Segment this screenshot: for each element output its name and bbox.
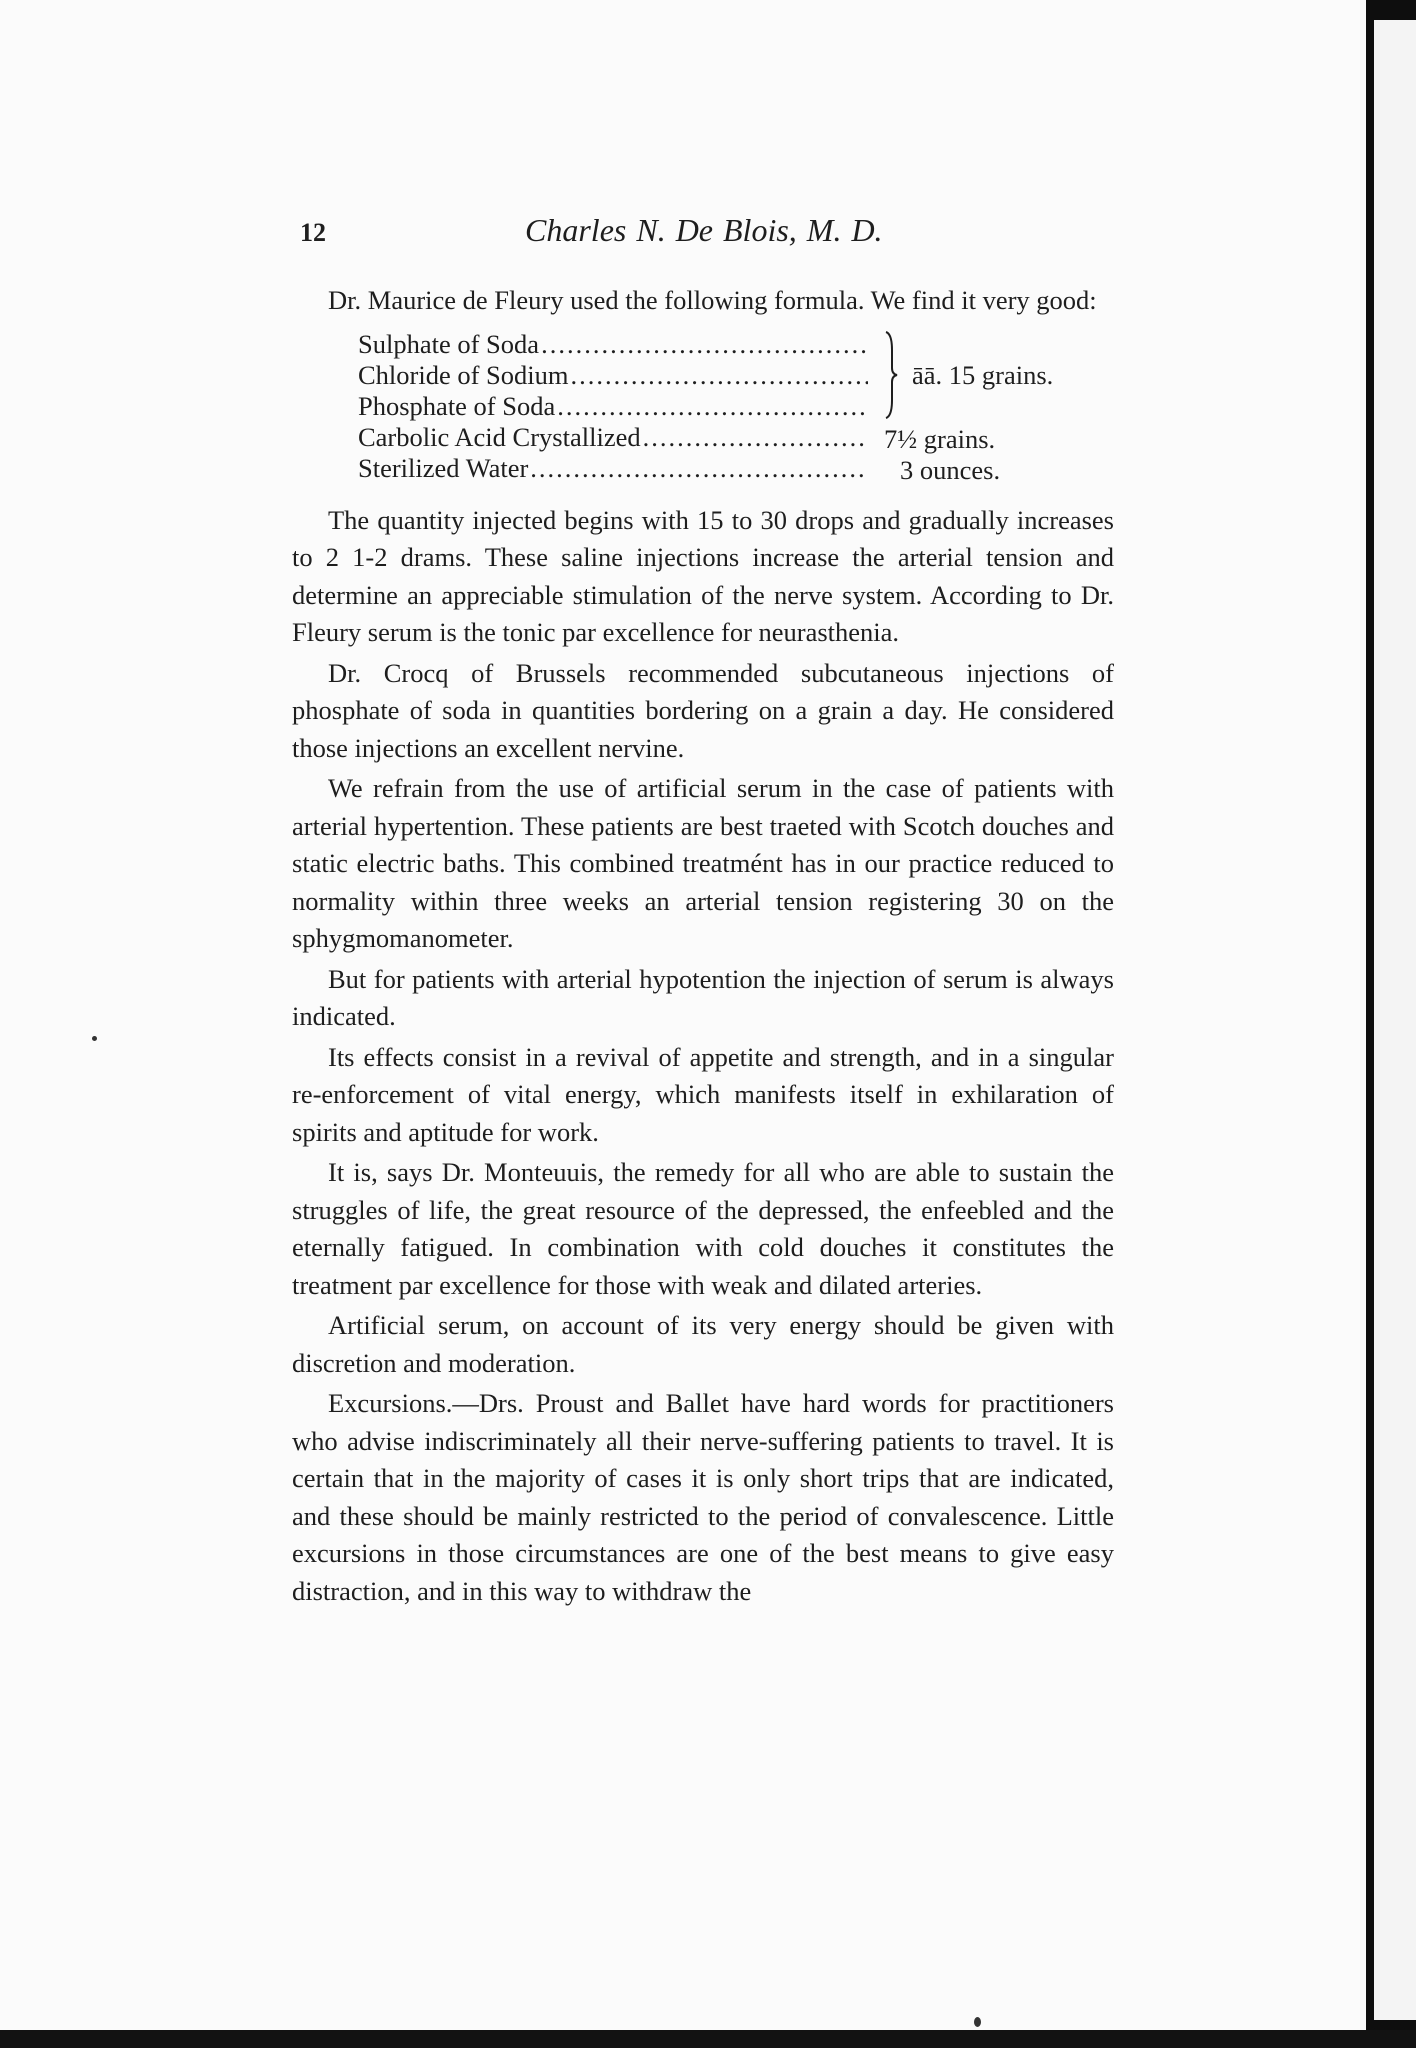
body-paragraph: It is, says Dr. Monteuuis, the remedy for all who are able to sustain the struggles of life, the great resource of the depressed, the enfeebled and the eternally fatigued. In combination with cold douches it constitutes the treatment par excellence for those with weak and dilated arteries. bbox=[292, 1157, 1114, 1300]
next-page-edge bbox=[1374, 20, 1416, 2020]
intro-paragraph: Dr. Maurice de Fleury used the following formula. We find it very good: bbox=[328, 285, 1097, 315]
leader-dots bbox=[541, 328, 868, 360]
leader-dots bbox=[557, 390, 868, 422]
body-paragraph: But for patients with arterial hypotention the injection of serum is always indicated. bbox=[292, 963, 1114, 1031]
dust-speck bbox=[974, 2017, 981, 2027]
formula-row bbox=[358, 359, 868, 391]
page-body bbox=[292, 282, 1114, 1613]
body-paragraph: We refrain from the use of artificial serum in the case of patients with arterial hypertention. These patients are best traeted with Scotch douches and static electric baths. This combined treatmént has in our practice reduced to normality within three weeks an arterial tension registering 30 on the sphygmomanometer. bbox=[292, 773, 1114, 953]
running-head: Charles N. De Blois, M. D. bbox=[525, 212, 883, 248]
formula-row bbox=[358, 328, 868, 360]
formula-ingredient: Chloride of Sodium bbox=[358, 359, 569, 390]
water-quantity: 3 ounces. bbox=[900, 454, 1001, 485]
formula-ingredient: Sulphate of Soda bbox=[358, 328, 540, 359]
formula-row bbox=[358, 421, 868, 453]
page-number: 12 bbox=[300, 218, 326, 247]
leader-dots bbox=[643, 421, 868, 453]
formula-row bbox=[358, 452, 868, 484]
body-paragraph: Its effects consist in a revival of appetite and strength, and in a singular re-enforcement of vital energy, which manifests itself in exhilaration of spirits and aptitude for work. bbox=[292, 1041, 1114, 1147]
dust-speck bbox=[92, 1036, 97, 1041]
bracket-quantity: āā. 15 grains. bbox=[912, 359, 1054, 390]
page-header bbox=[300, 212, 1120, 262]
leader-dots bbox=[530, 452, 868, 484]
formula-ingredient: Sterilized Water bbox=[358, 452, 529, 483]
body-paragraph: Artificial serum, on account of its very energy should be given with discretion and moderation. bbox=[292, 1310, 1114, 1378]
formula-ingredient: Carbolic Acid Crystallized bbox=[358, 421, 641, 452]
curly-brace bbox=[884, 330, 898, 420]
formula-row bbox=[358, 390, 868, 422]
formula-table bbox=[292, 328, 1114, 488]
scan-edge-bottom bbox=[0, 2030, 1416, 2048]
formula-ingredient: Phosphate of Soda bbox=[358, 390, 556, 421]
body-paragraph: Excursions.—Drs. Proust and Ballet have hard words for practitioners who advise indiscriminately all their nerve-suffering patients to travel. It is certain that in the majority of cases it is only short trips that are indicated, and these should be mainly restricted to the period of convalescence. Little excursions in those circumstances are one of the best means to give easy distraction, and in this way to withdraw the bbox=[292, 1388, 1114, 1606]
carbolic-quantity: 7½ grains. bbox=[884, 423, 996, 454]
leader-dots bbox=[571, 359, 868, 391]
body-paragraph: Dr. Crocq of Brussels recommended subcutaneous injections of phosphate of soda in quantities bordering on a grain a day. He considered those injections an excellent nervine. bbox=[292, 657, 1114, 763]
body-paragraph: The quantity injected begins with 15 to 30 drops and gradually increases to 2 1-2 drams. These saline injections increase the arterial tension and determine an appreciable stimulation of the nerve system. According to Dr. Fleury serum is the tonic par excellence for neurasthenia. bbox=[292, 504, 1114, 647]
